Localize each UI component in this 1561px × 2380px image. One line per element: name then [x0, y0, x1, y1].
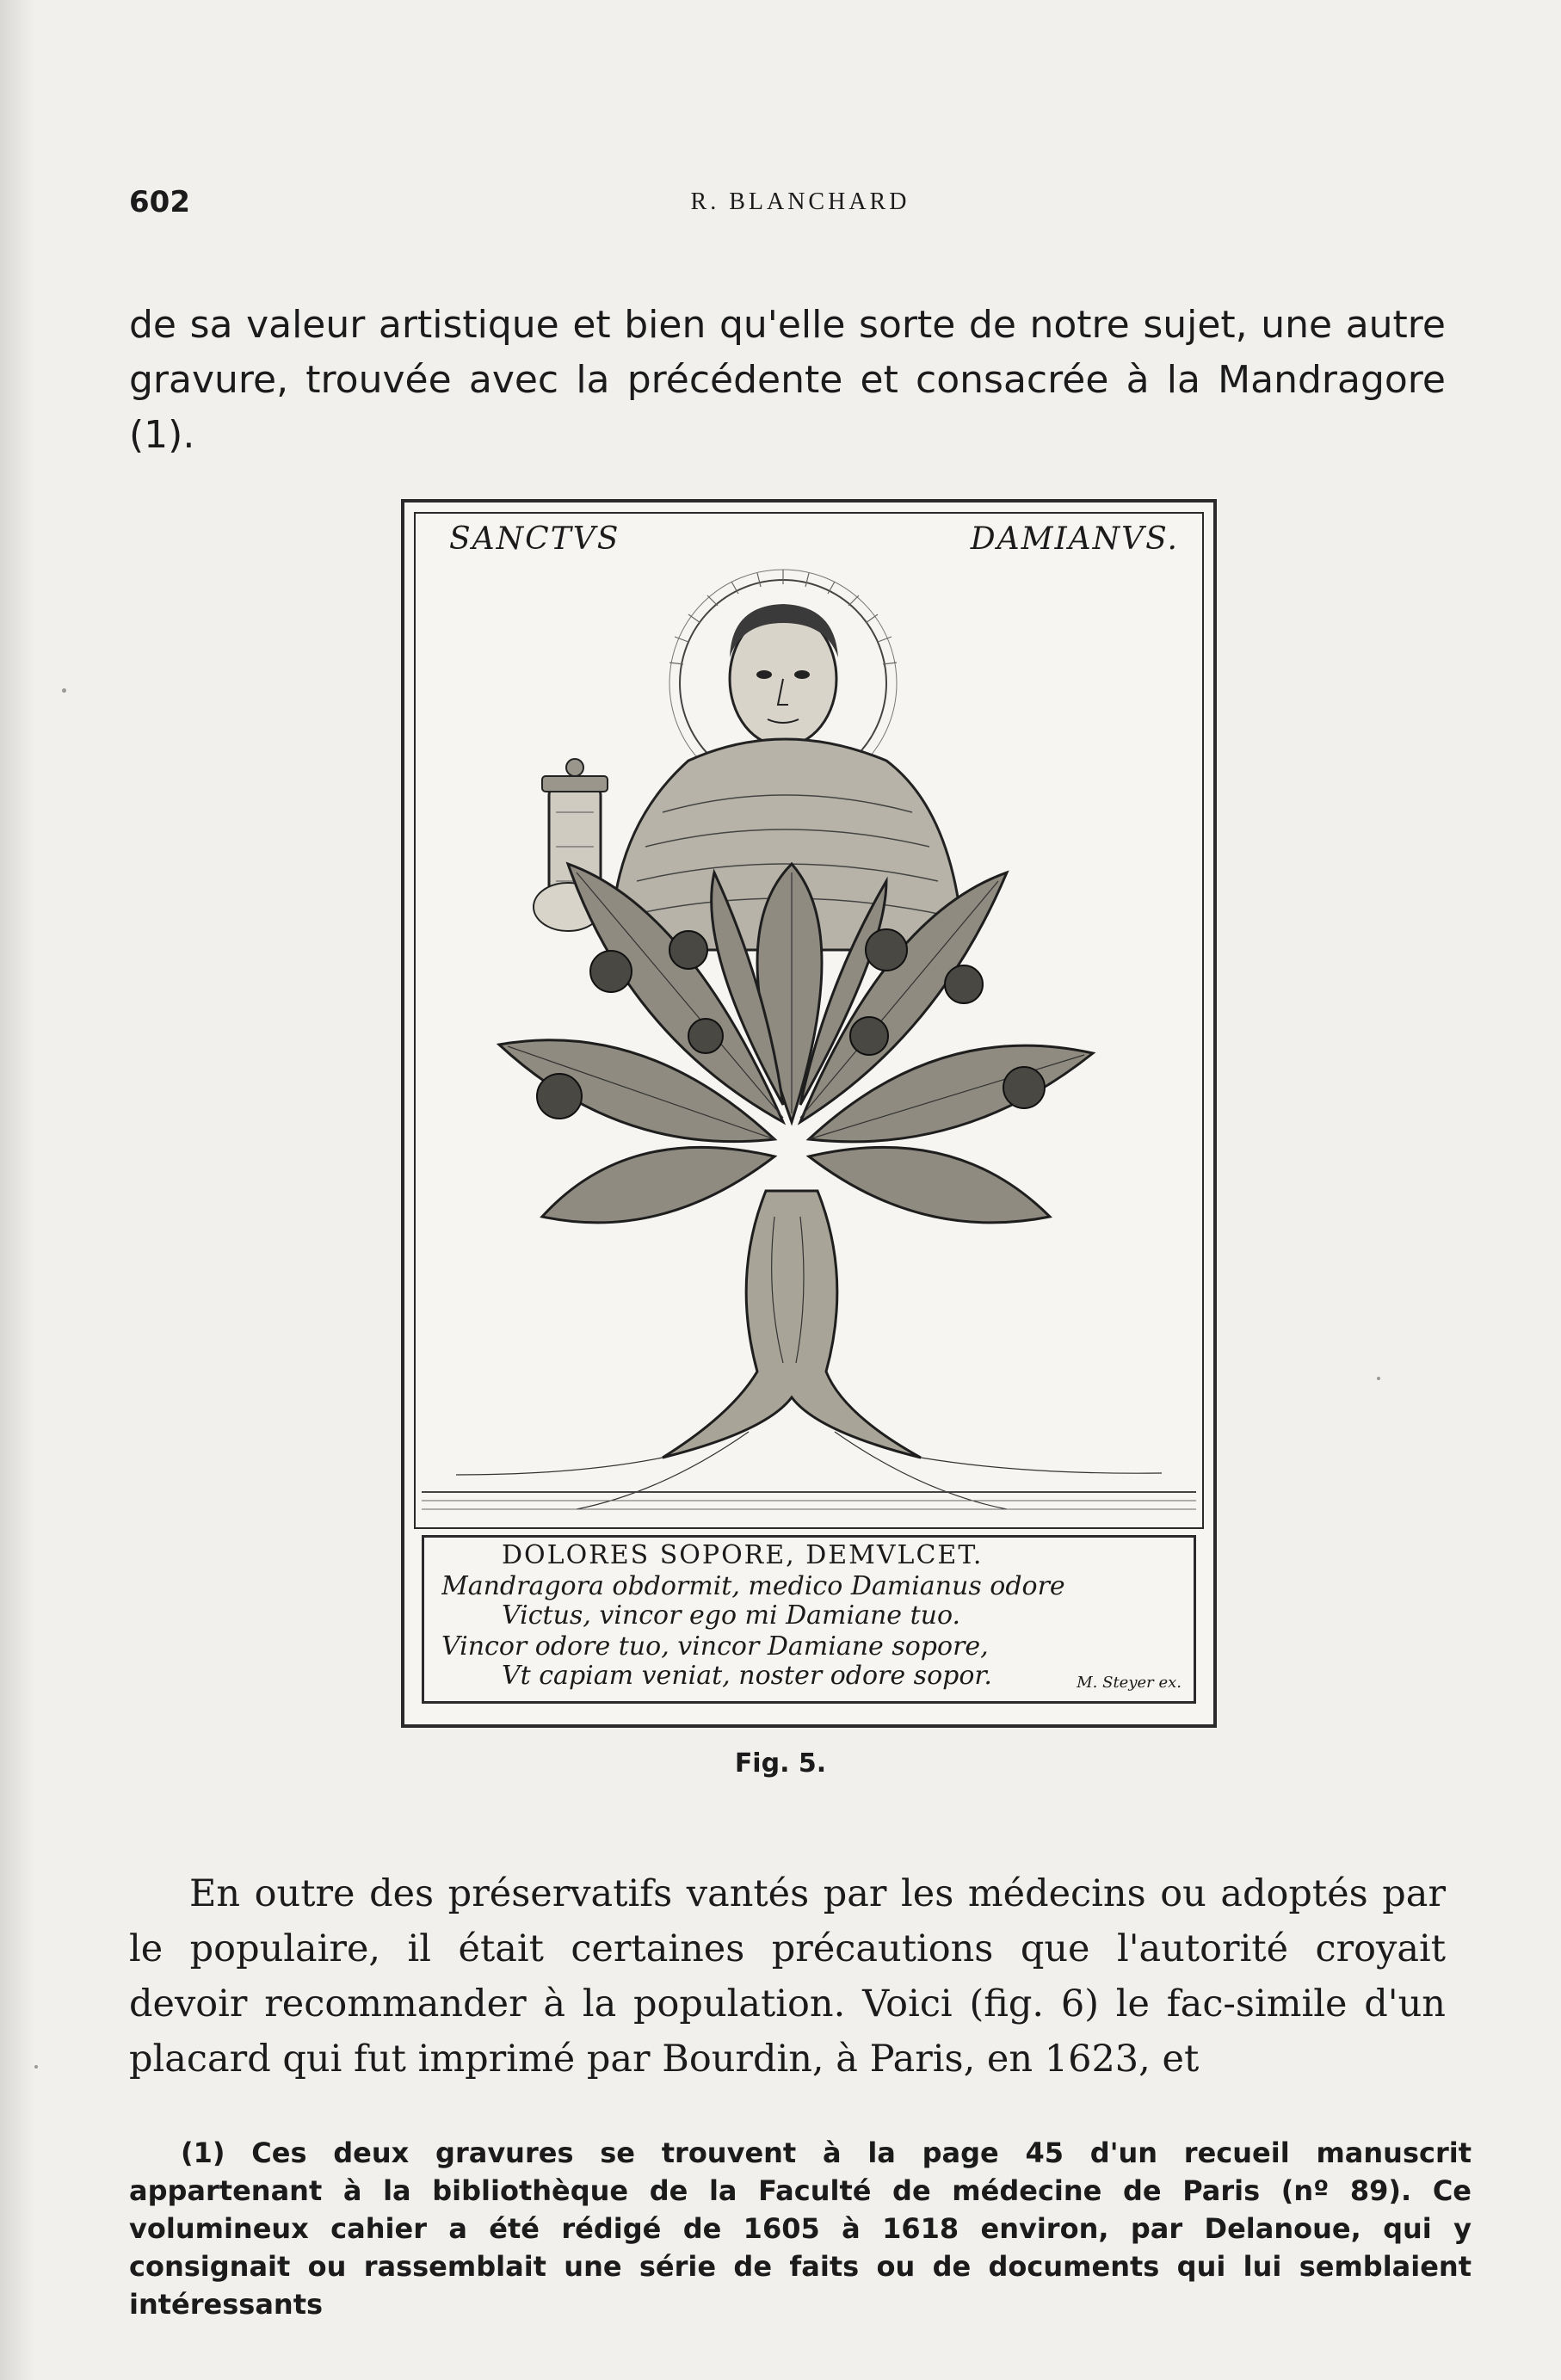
print-speck — [34, 2065, 38, 2069]
mandrake-engraving-figure — [401, 499, 1217, 1728]
mandrake-root — [663, 1191, 921, 1458]
engraving-caption — [422, 1535, 1196, 1704]
footnote: (1) Ces deux gravures se trouvent à la page 45 d'un recueil manuscrit appartenant à la bibliothèque de la Faculté de médecine de Paris (nº 89). Ce volumineux cahier a été rédigé de 1605 à 1618 environ, par Delanoue, qui y consignait ou rassemblait une série de faits ou de documents qui lui semblaient intéressants — [129, 2136, 1472, 2321]
caption-verse-4: Vt capiam veniat, noster odore sopor. — [502, 1662, 992, 1691]
print-speck — [62, 688, 66, 693]
body-paragraph-1: de sa valeur artistique et bien qu'elle sorte de notre sujet, une autre gravure, trouvée avec la précédente et consacrée à la Mandragore (1). — [129, 303, 1446, 457]
body-paragraph-2: En outre des préservatifs vantés par les médecins ou adoptés par le populaire, il était certaines précautions que l'autorité croyait devoir recommander à la population. Voici (fig. 6) le fac-simile d'un placard qui fut imprimé par Bourdin, à Paris, en 1623, et — [129, 1872, 1446, 2081]
engraving-title-left: SANCTVS — [449, 521, 620, 557]
caption-motto: DOLORES SOPORE, DEMVLCET. — [502, 1541, 984, 1570]
caption-verse-1: Mandragora obdormit, medico Damianus odore — [441, 1572, 1065, 1601]
print-speck — [1377, 1377, 1380, 1380]
figure-label: Fig. 5. — [734, 1748, 827, 1779]
engraving-illustration — [404, 503, 1213, 1535]
engraving-title-right: DAMIANVS. — [970, 521, 1179, 557]
caption-verse-2: Victus, vincor ego mi Damiane tuo. — [502, 1601, 961, 1631]
engraver-signature: M. Steyer ex. — [1077, 1674, 1182, 1692]
caption-verse-3: Vincor odore tuo, vincor Damiane sopore, — [441, 1632, 989, 1662]
page-edge-shadow — [0, 0, 34, 2380]
page-header — [129, 185, 1472, 228]
running-head: R. BLANCHARD — [690, 188, 910, 215]
page-number: 602 — [129, 185, 190, 219]
